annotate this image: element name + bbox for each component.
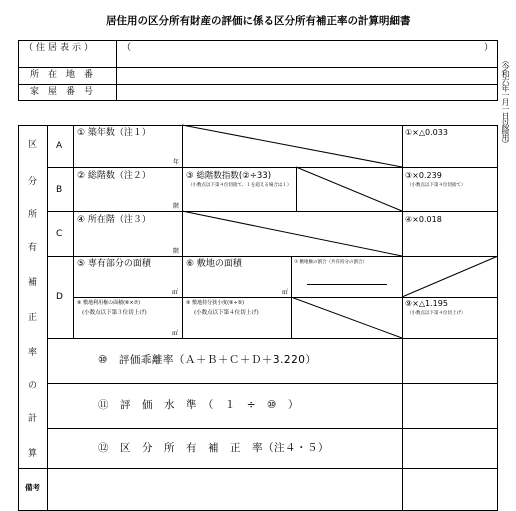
left-char-6: 率 xyxy=(28,348,38,358)
item2-unit: 階 xyxy=(173,203,180,210)
row-b-letter: B xyxy=(56,185,63,195)
item8-unit: ㎡ xyxy=(172,330,179,337)
row-c-result: ④×0.018 xyxy=(405,215,442,224)
row11-valuation-level: ⑪ 評 価 水 準 （ １ ÷ ⑩ ） xyxy=(98,399,299,411)
left-char-1: 分 xyxy=(28,177,38,187)
address-open-paren: （ xyxy=(122,43,132,53)
left-char-0: 区 xyxy=(28,140,38,150)
item4-unit: 階 xyxy=(173,248,180,255)
item8-site-use-area: ⑧ 敷地利用権の面積(⑥×⑦) xyxy=(77,300,141,306)
document-title: 居住用の区分所有財産の評価に係る区分所有補正率の計算明細書 xyxy=(106,15,411,27)
row-c-letter: C xyxy=(56,229,63,239)
left-char-9: 算 xyxy=(28,449,38,459)
row-b-result: ③×0.239 xyxy=(405,171,442,180)
left-char-4: 補 xyxy=(28,278,38,288)
row-d-result: ⑨×△1.195 xyxy=(405,299,448,308)
item6-unit: ㎡ xyxy=(282,289,289,296)
left-char-3: 有 xyxy=(28,243,38,253)
item5-exclusive-area: ⑤ 専有部分の面積 xyxy=(77,259,151,269)
row-d-result-note: （小数点以下第４位切上げ） xyxy=(407,311,466,316)
address-label: （住居表示） xyxy=(24,43,97,53)
item2-total-floors: ② 総階数（注２） xyxy=(77,171,151,181)
item3-note: （小数点以下第４位切捨て、１を超える場合は１） xyxy=(188,183,292,188)
item8-note: (小数点以下第３位切上げ) xyxy=(82,310,147,316)
item7-fraction-line xyxy=(307,284,387,285)
left-char-5: 正 xyxy=(28,313,38,323)
address-close-paren: ） xyxy=(484,43,494,53)
lot-number-label: 所在地番 xyxy=(30,70,103,80)
row12-correction-rate: ⑫ 区 分 所 有 補 正 率（注４・５） xyxy=(98,442,329,454)
row10-deviation-rate: ⑩ 評価乖離率（Ａ＋Ｂ＋Ｃ＋Ｄ＋3.220） xyxy=(98,354,317,366)
left-char-7: の xyxy=(28,381,38,391)
applicability-note: （令和六年一月一日以降用） xyxy=(501,56,510,147)
item1-building-age: ① 築年数（注１） xyxy=(77,128,151,138)
row-a-diagonal xyxy=(182,125,402,167)
row-b-result-note: （小数点以下第４位切捨て） xyxy=(407,183,466,188)
item4-floor-location: ④ 所在階（注３） xyxy=(77,215,151,225)
left-char-2: 所 xyxy=(28,210,38,220)
house-number-label: 家屋番号 xyxy=(30,87,103,97)
row-a-letter: A xyxy=(56,141,63,151)
item3-floor-index: ③ 総階数指数(②÷33) xyxy=(186,171,272,181)
left-char-8: 計 xyxy=(28,414,38,424)
item7-site-right-ratio: ⑦ 敷地権の割合（共有持分の割合） xyxy=(294,260,367,265)
item9-narrowness: ⑨ 敷地持分狭小度(⑧÷⑤) xyxy=(186,300,245,306)
row-a-result: ①×△0.033 xyxy=(405,128,448,137)
item1-unit: 年 xyxy=(173,159,180,166)
item5-unit: ㎡ xyxy=(172,289,179,296)
item9-note: (小数点以下第４位切上げ) xyxy=(194,310,259,316)
row-d-lower-diagonal xyxy=(291,297,402,338)
row-b-diagonal xyxy=(296,167,402,211)
remarks-label: 備考 xyxy=(25,483,40,492)
row-d-letter: D xyxy=(56,292,63,302)
item6-site-area: ⑥ 敷地の面積 xyxy=(186,259,242,269)
row-c-diagonal xyxy=(182,211,402,256)
row-d-upper-diagonal xyxy=(402,256,498,297)
